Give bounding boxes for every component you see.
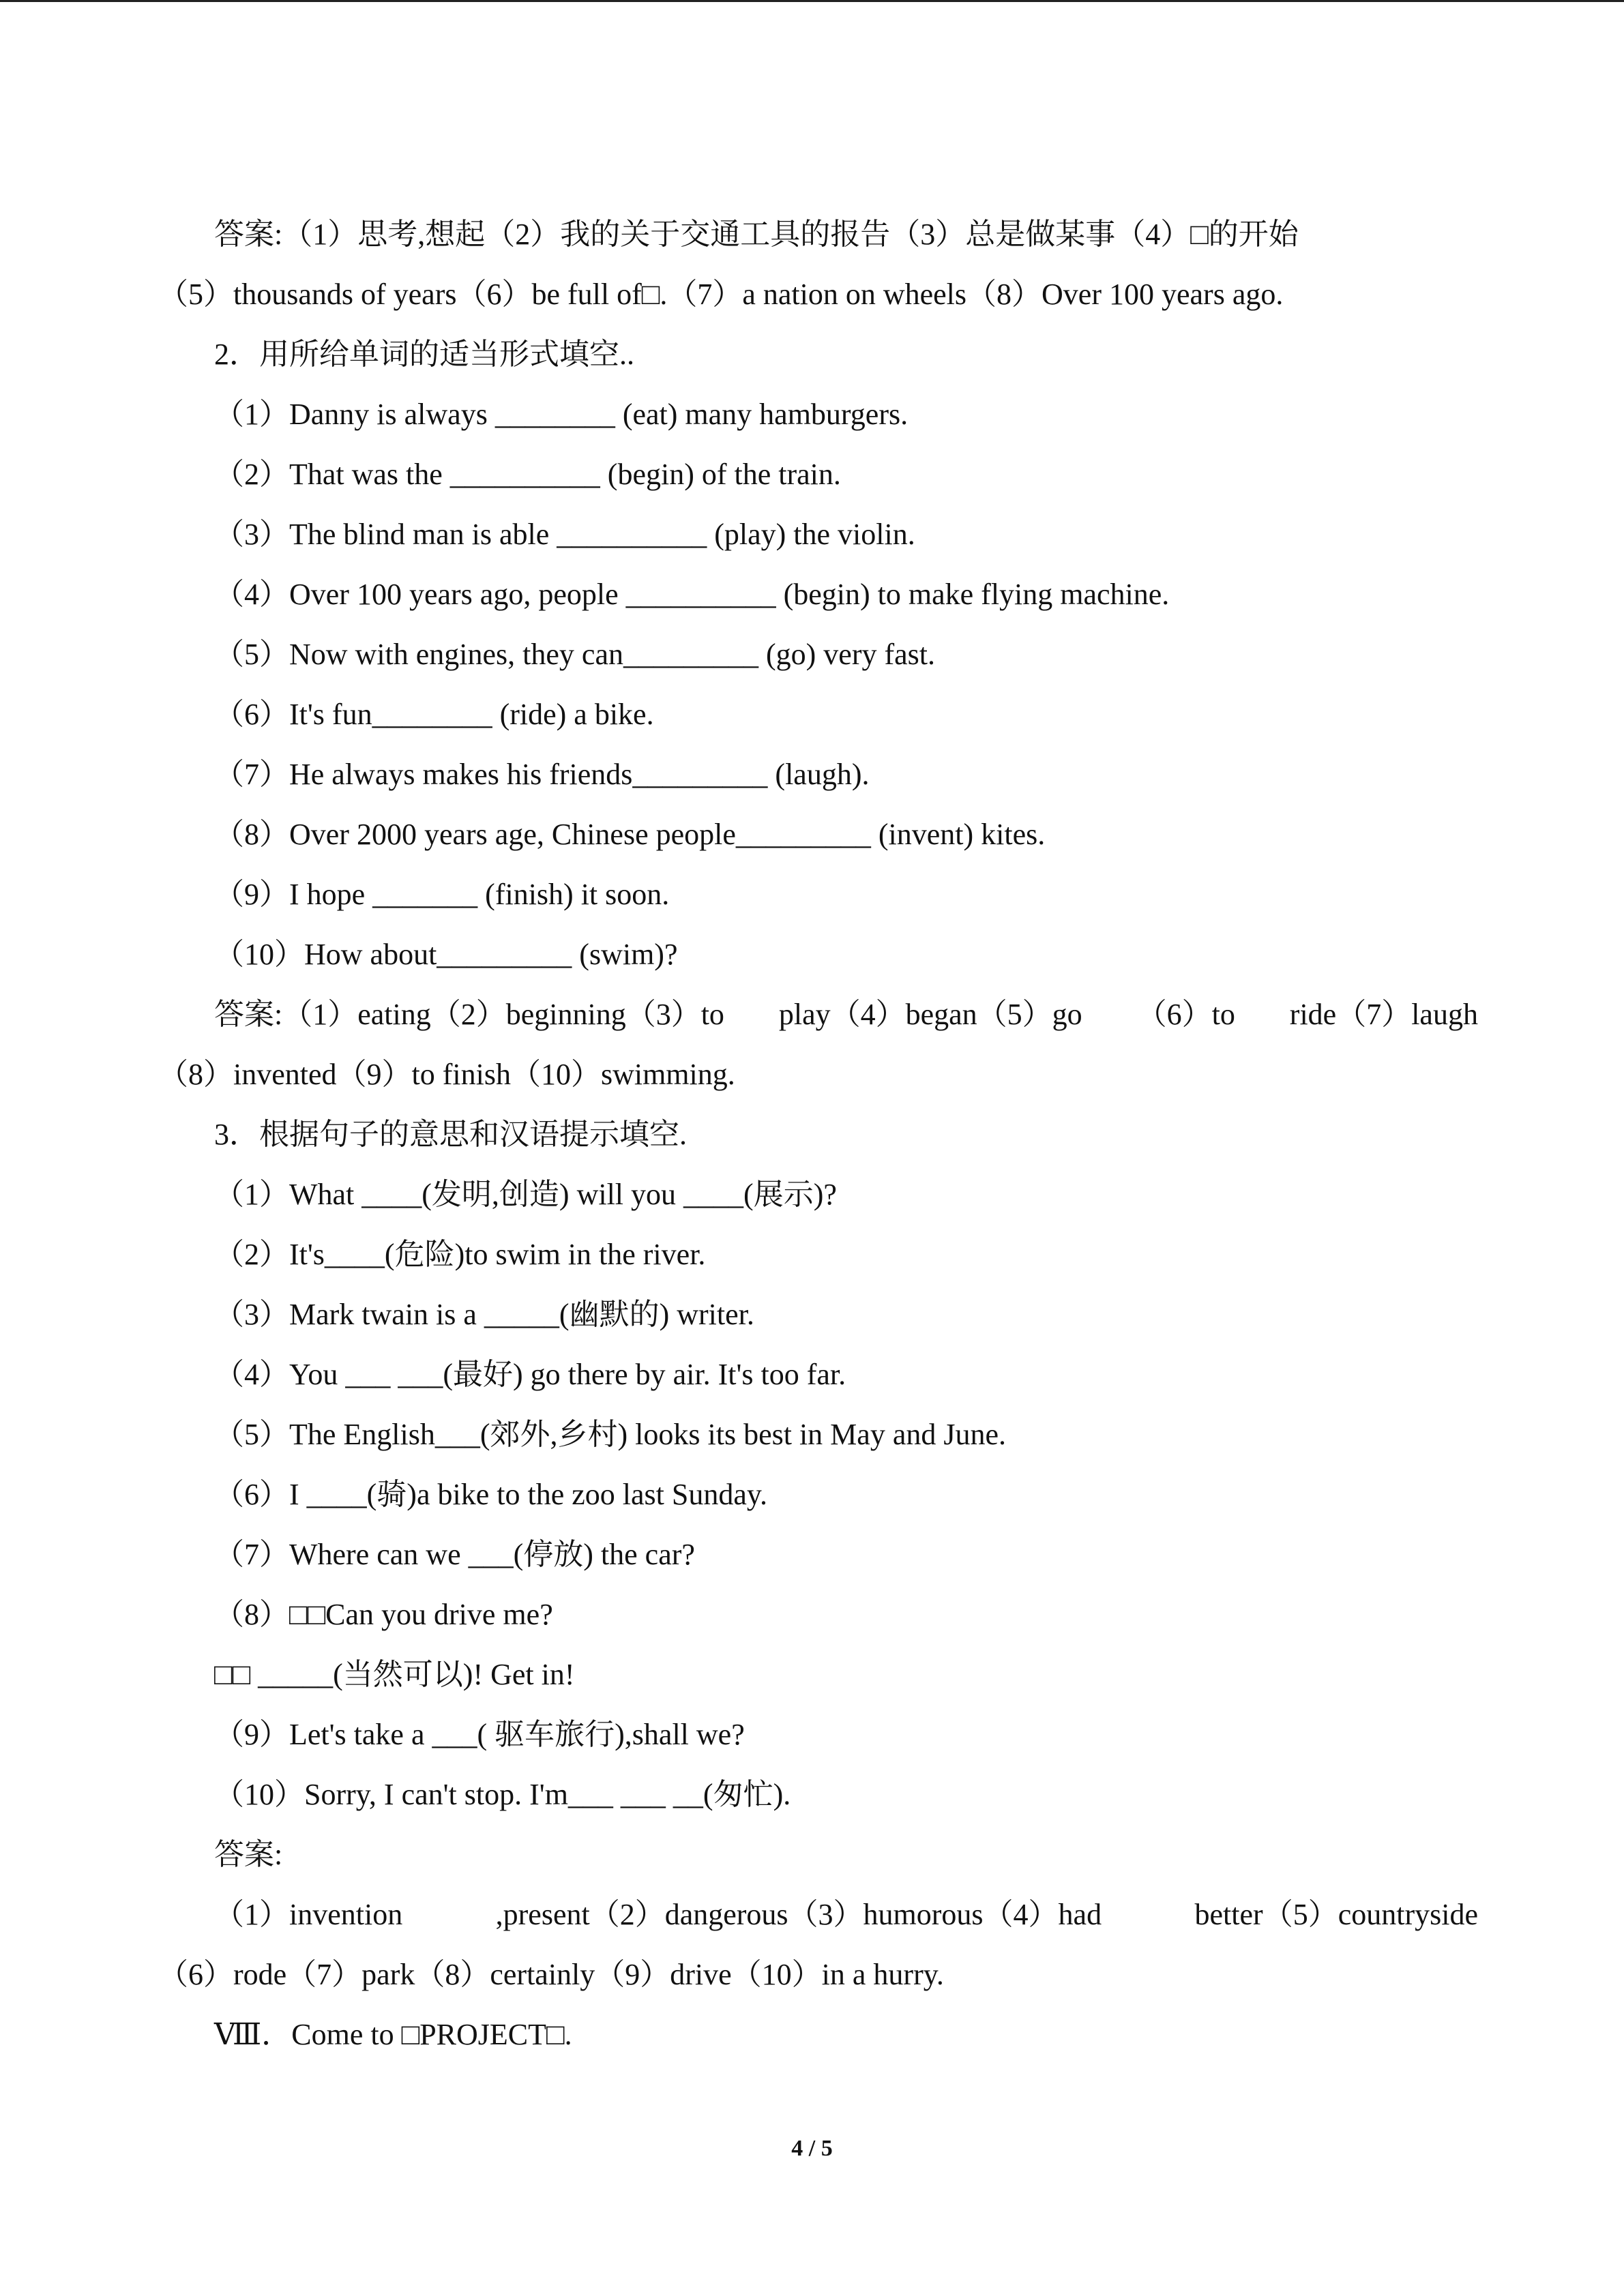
section3-item-2: （2）It's____(危险)to swim in the river. [214, 1238, 706, 1271]
section1-answer-line1: 答案:（1）思考,想起（2）我的关于交通工具的报告（3）总是做某事（4）□的开始 [214, 218, 1299, 251]
section8-heading: Ⅷ．Come to □PROJECT□. [214, 2018, 572, 2051]
section3-item-6: （6）I ____(骑)a bike to the zoo last Sunday. [214, 1478, 767, 1511]
section3-heading: 3．根据句子的意思和汉语提示填空. [214, 1118, 687, 1151]
section2-answer-part-1: 答案:（1）eating（2）beginning（3）to [214, 998, 724, 1031]
section3-item-5: （5）The English___(郊外,乡村) looks its best in May and June. [214, 1418, 1007, 1451]
section3-answer-line2: （6）rode（7）park（8）certainly（9）drive（10）in a hurry. [158, 1958, 944, 1991]
section3-answer-part-1: （1）invention [214, 1898, 403, 1931]
section2-answer-part-2: play（4）began（5）go [778, 998, 1082, 1031]
section3-item-8: （8）□□Can you drive me? [214, 1598, 553, 1631]
section3-item-9: （9）Let's take a ___( 驱车旅行),shall we? [214, 1718, 745, 1751]
section2-answer-line2: （8）invented（9）to finish（10）swimming. [158, 1058, 735, 1091]
section2-item-9: （9）I hope _______ (finish) it soon. [214, 878, 670, 911]
section2-answer-part-4: ride（7）laugh [1289, 998, 1478, 1031]
section3-item-10: （10）Sorry, I can't stop. I'm___ ___ __(匆忙). [214, 1778, 791, 1811]
section3-item-8-response: □□ _____(当然可以)! Get in! [214, 1658, 575, 1691]
section3-answer-part-3: better（5）countryside [1194, 1898, 1478, 1931]
section3-answer-line1 [158, 1885, 1478, 1945]
section2-item-6: （6）It's fun________ (ride) a bike. [214, 698, 654, 731]
section2-item-7: （7）He always makes his friends_________ (laugh). [214, 758, 870, 791]
section2-answer-part-3: （6）to [1136, 998, 1235, 1031]
section2-item-4: （4）Over 100 years ago, people __________ (begin) to make flying machine. [214, 578, 1170, 611]
section1-answer-line2: （5）thousands of years（6）be full of□.（7）a nation on wheels（8）Over 100 years ago. [158, 278, 1284, 311]
section2-item-10: （10）How about_________ (swim)? [214, 938, 678, 971]
section2-item-5: （5）Now with engines, they can_________ (go) very fast. [214, 638, 936, 671]
section2-item-8: （8）Over 2000 years age, Chinese people_________ (invent) kites. [214, 818, 1046, 851]
section3-item-3: （3）Mark twain is a _____(幽默的) writer. [214, 1298, 754, 1331]
section3-answer-label: 答案: [214, 1838, 283, 1871]
section2-heading: 2．用所给单词的适当形式填空.. [214, 338, 634, 371]
section3-answer-part-2: ,present（2）dangerous（3）humorous（4）had [495, 1898, 1102, 1931]
section2-item-1: （1）Danny is always ________ (eat) many hamburgers. [214, 398, 909, 431]
document-page [158, 205, 1478, 2065]
section2-answer-line1 [158, 985, 1478, 1045]
page-number: 4 / 5 [791, 2136, 833, 2161]
top-border-line [0, 0, 1624, 2]
section2-item-3: （3）The blind man is able __________ (play) the violin. [214, 518, 915, 551]
section3-item-1: （1）What ____(发明,创造) will you ____(展示)? [214, 1178, 837, 1211]
section3-item-7: （7）Where can we ___(停放) the car? [214, 1538, 695, 1571]
section2-item-2: （2）That was the __________ (begin) of the train. [214, 458, 841, 491]
section3-item-4: （4）You ___ ___(最好) go there by air. It's too far. [214, 1358, 846, 1391]
